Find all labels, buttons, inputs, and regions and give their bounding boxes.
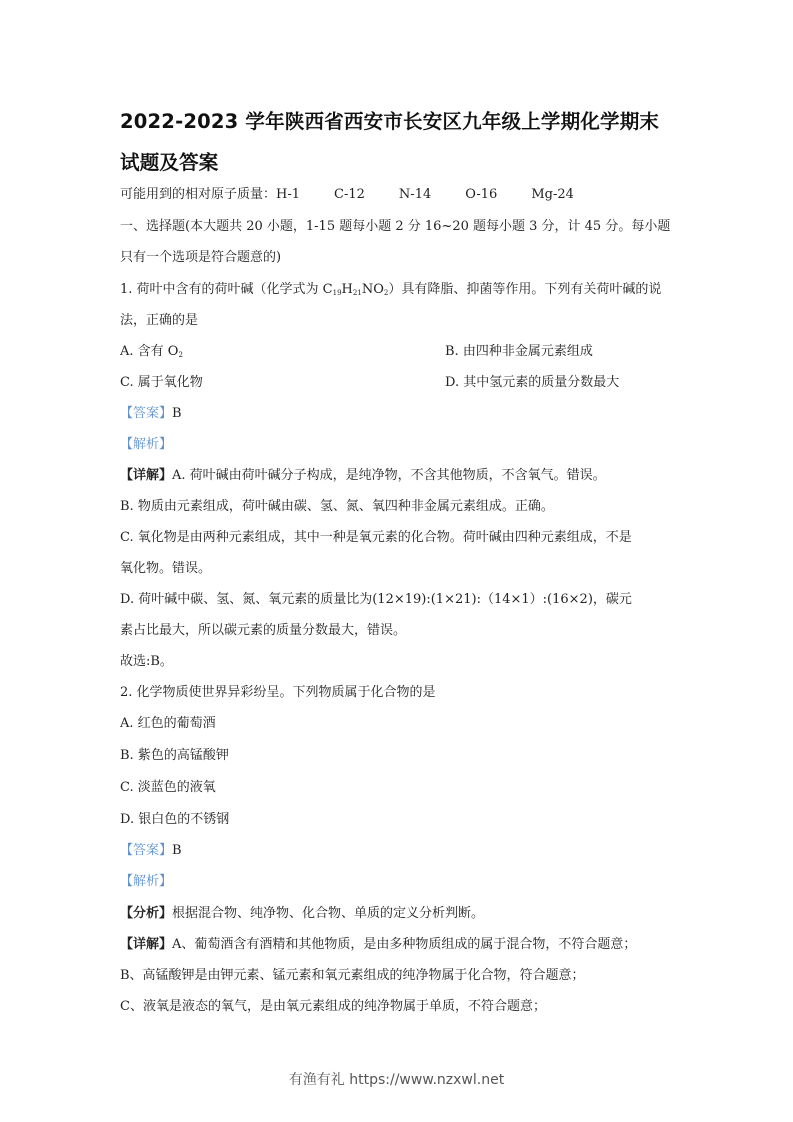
- q1-option-d: D. 其中氢元素的质量分数最大: [445, 375, 620, 390]
- atomic-mass-h: H-1: [276, 187, 301, 202]
- q1-analysis-tag: 【解析】: [120, 437, 173, 452]
- q2-option-b: B. 紫色的高锰酸钾: [120, 748, 229, 763]
- section-heading-line1: 一、选择题(本大题共 20 小题，1-15 题每小题 2 分 16~20 题每小题 3 分，计 45 分。每小题: [120, 219, 671, 234]
- q2-stem: 2. 化学物质使世界异彩纷呈。下列物质属于化合物的是: [120, 685, 436, 700]
- atomic-mass-mg: Mg-24: [531, 187, 574, 202]
- q1-option-b: B. 由四种非金属元素组成: [445, 344, 593, 359]
- q1-detail-a: 【详解】A. 荷叶碱由荷叶碱分子构成，是纯净物，不含其他物质，不含氧气。错误。: [120, 468, 606, 483]
- answer-value: B: [172, 843, 182, 858]
- q1-stem-line1: 1. 荷叶中含有的荷叶碱（化学式为 $C_{19}H_{21}NO_2$）具有降脂、抑菌等作用。下列有关荷叶碱的说: [120, 282, 662, 297]
- q1-detail-d-line1: D. 荷叶碱中碳、氢、氮、氧元素的质量比为(12×19):(1×21):（14×1）:(16×2)，碳元: [120, 592, 632, 607]
- section-heading-line2: 只有一个选项是符合题意的): [120, 250, 282, 265]
- q1-detail-d-line2: 素占比最大，所以碳元素的质量分数最大，错误。: [120, 623, 407, 638]
- footer-watermark: 有渔有礼 https://www.nzxwl.net: [288, 1072, 505, 1088]
- atomic-mass-label: 可能用到的相对原子质量：: [120, 187, 277, 202]
- atomic-mass-line: [120, 187, 574, 203]
- answer-tag: 【答案】: [120, 406, 173, 421]
- q1-option-a: A. 含有 $O_2$: [120, 344, 183, 359]
- q1-detail-c-line1: C. 氧化物是由两种元素组成，其中一种是氧元素的化合物。荷叶碱由四种元素组成，不是: [120, 530, 632, 545]
- chemical-formula: $C_{19}H_{21}NO_2$: [322, 282, 389, 297]
- atomic-mass-o: O-16: [465, 187, 498, 202]
- q1-answer: [120, 406, 182, 422]
- q2-option-d: D. 银白色的不锈钢: [120, 812, 230, 827]
- document-title-line1: 2022-2023 学年陕西省西安市长安区九年级上学期化学期末: [120, 110, 660, 133]
- q2-detail-a: 【详解】A、葡萄酒含有酒精和其他物质，是由多种物质组成的属于混合物，不符合题意；: [120, 937, 637, 952]
- q1-option-c: C. 属于氧化物: [120, 375, 203, 390]
- q1-detail-c-line2: 氧化物。错误。: [120, 561, 212, 576]
- q2-option-a: A. 红色的葡萄酒: [120, 716, 216, 731]
- q2-fenxi: 【分析】根据混合物、纯净物、化合物、单质的定义分析判断。: [120, 906, 485, 921]
- document-title-line2: 试题及答案: [120, 151, 219, 174]
- q1-detail-b: B. 物质由元素组成，荷叶碱由碳、氢、氮、氧四种非金属元素组成。正确。: [120, 499, 554, 514]
- q2-answer: [120, 843, 182, 859]
- q2-detail-b: B、高锰酸钾是由钾元素、锰元素和氧元素组成的纯净物属于化合物，符合题意；: [120, 968, 585, 983]
- q1-conclusion: 故选:B。: [120, 654, 173, 669]
- atomic-mass-c: C-12: [334, 187, 365, 202]
- atomic-mass-n: N-14: [398, 187, 432, 202]
- answer-tag: 【答案】: [120, 843, 173, 858]
- fenxi-tag: 【分析】: [120, 906, 173, 921]
- q2-detail-c: C、液氧是液态的氧气，是由氧元素组成的纯净物属于单质，不符合题意；: [120, 999, 546, 1014]
- answer-value: B: [172, 406, 182, 421]
- detail-tag: 【详解】: [120, 937, 173, 952]
- detail-tag: 【详解】: [120, 468, 173, 483]
- q2-analysis-tag: 【解析】: [120, 874, 173, 889]
- q2-option-c: C. 淡蓝色的液氧: [120, 780, 216, 795]
- q1-stem-line2: 法，正确的是: [120, 313, 199, 328]
